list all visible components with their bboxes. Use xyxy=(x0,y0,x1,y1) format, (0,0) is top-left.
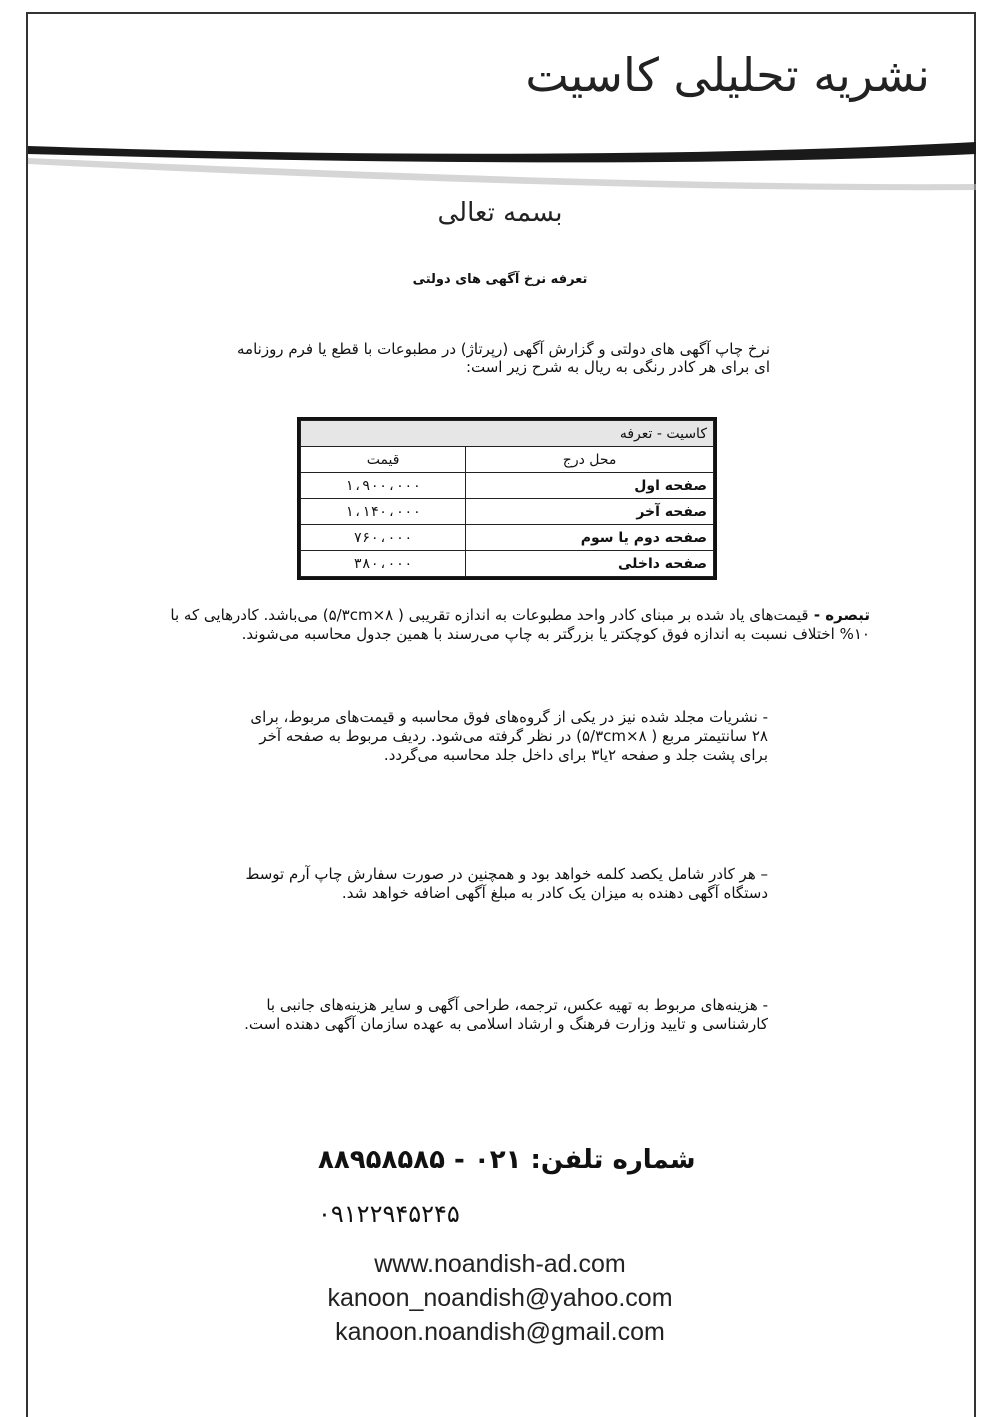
email-gmail-link[interactable]: kanoon.noandish@gmail.com xyxy=(335,1318,665,1346)
phone-mobile: ۰۹۱۲۲۹۴۵۲۴۵ xyxy=(318,1200,460,1228)
phone-label: شماره تلفن: xyxy=(530,1145,696,1175)
paragraph-bound-publications: - نشریات مجلد شده نیز در یکی از گروه‌های فوق محاسبه و قیمت‌های مربوط، برای ۲۸ سانتیمتر مربع ( ۸×۵/۳cm) در نظر گرفته می‌شود. ردیف مربوط به صفحه آخر برای پشت جلد و صفحه ۲یا۳ برای داخل جلد محاسبه می‌گردد. xyxy=(250,708,768,764)
note-text: قیمت‌های یاد شده بر مبنای کادر واحد مطبوعات به اندازه تقریبی ( ۸×۵/۳cm) می‌باشد. کادرهایی که با ۱۰% اختلاف نسبت به اندازه فوق کوچکتر یا بزرگتر به چاپ می‌رسند با همین جدول محاسبه می‌شوند. xyxy=(170,606,870,643)
row-place: صفحه آخر xyxy=(466,499,714,525)
email-yahoo-link[interactable]: kanoon_noandish@yahoo.com xyxy=(327,1284,673,1312)
table-row xyxy=(301,525,714,551)
row-price: ۳۸۰،۰۰۰ xyxy=(301,551,466,577)
website-link[interactable]: www.noandish-ad.com xyxy=(374,1250,626,1278)
table-row xyxy=(301,473,714,499)
publication-title: نشریه تحلیلی کاسیت xyxy=(525,48,930,102)
intro-paragraph: نرخ چاپ آگهی های دولتی و گزارش آگهی (رپرتاژ) در مطبوعات با قطع یا فرم روزنامه ای برای هر کادر رنگی به ریال به شرح زیر است: xyxy=(237,340,770,376)
rates-table xyxy=(297,417,717,580)
paragraph-box-words: – هر کادر شامل یکصد کلمه خواهد بود و همچنین در صورت سفارش چاپ آرم توسط دستگاه آگهی دهنده به میزان یک کادر به مبلغ آگهی اضافه خواهد شد. xyxy=(245,865,768,902)
row-price: ۱،۱۴۰،۰۰۰ xyxy=(301,499,466,525)
document-title: تعرفه نرخ آگهی های دولتی xyxy=(412,272,588,287)
row-place: صفحه دوم یا سوم xyxy=(466,525,714,551)
row-price: ۱،۹۰۰،۰۰۰ xyxy=(301,473,466,499)
column-header-price: قیمت xyxy=(301,447,466,473)
phone-main: ۰۲۱ - ۸۸۹۵۸۵۸۵ xyxy=(318,1145,522,1175)
row-place: صفحه اول xyxy=(466,473,714,499)
row-price: ۷۶۰،۰۰۰ xyxy=(301,525,466,551)
rates-table-caption: کاسیت - تعرفه xyxy=(301,421,714,447)
paragraph-extra-costs: - هزینه‌های مربوط به تهیه عکس، ترجمه، طراحی آگهی و سایر هزینه‌های جانبی با کارشناسی و تایید وزارت فرهنگ و ارشاد اسلامی به عهده سازمان آگهی دهنده است. xyxy=(244,996,768,1033)
note-label: تبصره - xyxy=(808,606,870,624)
row-place: صفحه داخلی xyxy=(466,551,714,577)
basmala-heading: بسمه تعالی xyxy=(437,198,563,228)
phone-main-line xyxy=(318,1145,696,1175)
table-row xyxy=(301,551,714,577)
header-swoosh-decoration xyxy=(28,128,976,198)
column-header-place: محل درج xyxy=(466,447,714,473)
table-row xyxy=(301,499,714,525)
note-paragraph xyxy=(140,606,870,644)
